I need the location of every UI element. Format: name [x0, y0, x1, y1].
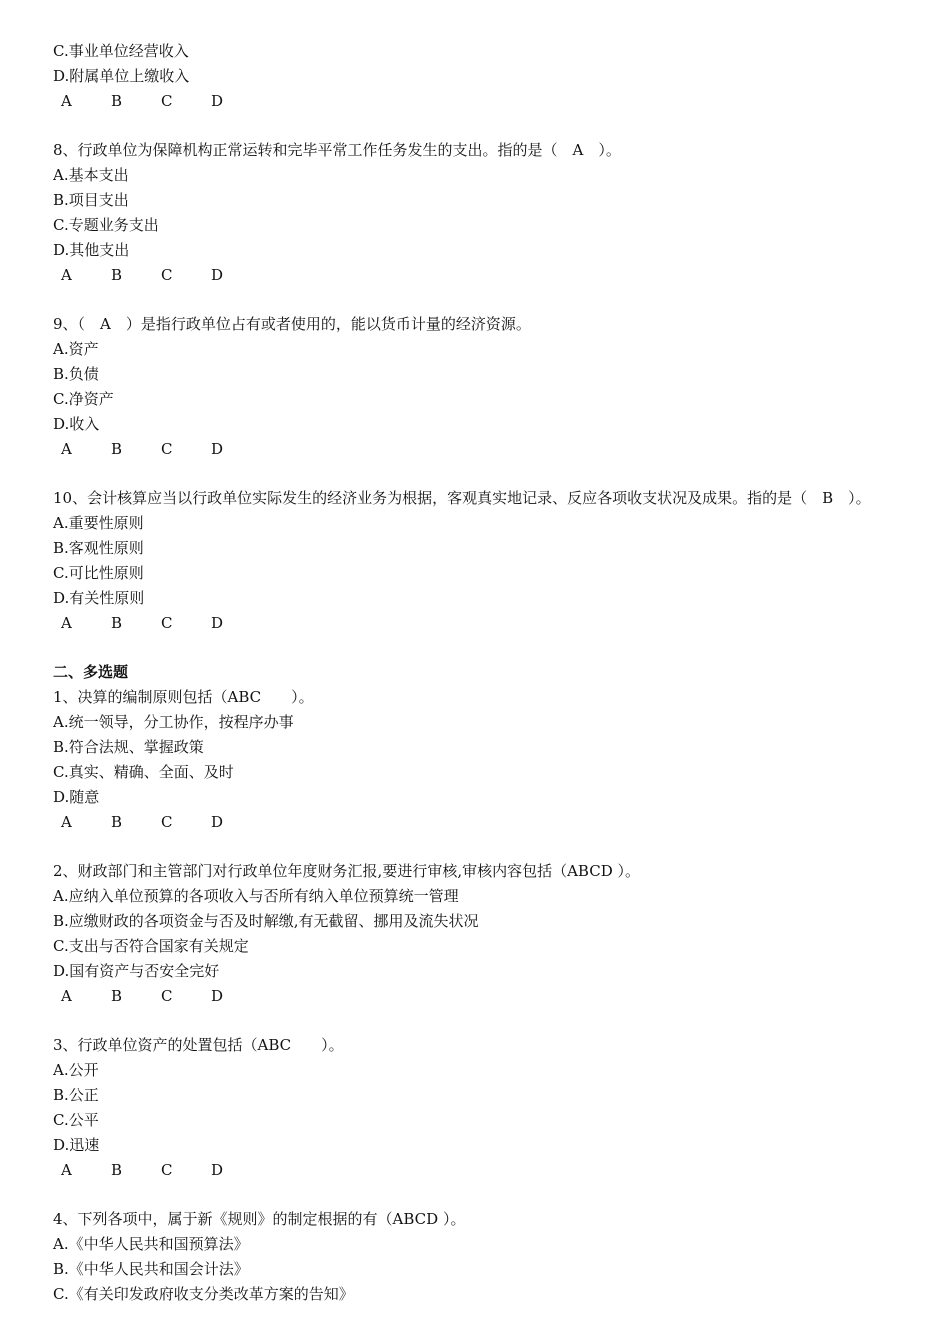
answer-letter: B — [111, 266, 123, 284]
option-line: A.应纳入单位预算的各项收入与否所有纳入单位预算统一管理 — [53, 887, 459, 905]
option-line: A.《中华人民共和国预算法》 — [53, 1235, 249, 1253]
question-text: 2、财政部门和主管部门对行政单位年度财务汇报,要进行审核,审核内容包括（ABCD ）。 — [53, 862, 640, 880]
answer-letters-row — [53, 1158, 893, 1183]
question-text: 8、行政单位为保障机构正常运转和完毕平常工作任务发生的支出。指的是（ A ）。 — [53, 141, 621, 159]
option-line: A.基本支出 — [53, 166, 129, 184]
answer-letters-row — [53, 810, 893, 835]
option-line: A.公开 — [53, 1061, 99, 1079]
exam-document — [53, 39, 893, 1307]
spacer — [53, 636, 893, 660]
option-line: D.收入 — [53, 415, 100, 433]
answer-letter: D — [211, 614, 224, 632]
answer-letter: B — [111, 987, 123, 1005]
option-line: C.事业单位经营收入 — [53, 42, 189, 60]
option-line: D.有关性原则 — [53, 589, 145, 607]
spacer — [53, 1183, 893, 1207]
section-heading: 二、多选题 — [53, 663, 129, 681]
answer-letter: A — [61, 1161, 72, 1179]
option-line: C.支出与否符合国家有关规定 — [53, 937, 249, 955]
option-line: D.迅速 — [53, 1136, 100, 1154]
answer-letter: C — [161, 440, 173, 458]
answer-letter: D — [211, 1161, 224, 1179]
answer-letter: B — [111, 813, 123, 831]
option-line: B.负债 — [53, 365, 99, 383]
answer-letter: C — [161, 614, 173, 632]
answer-letters-row — [53, 437, 893, 462]
spacer — [53, 288, 893, 312]
option-line: D.附属单位上缴收入 — [53, 67, 190, 85]
option-line: B.《中华人民共和国会计法》 — [53, 1260, 249, 1278]
option-line: D.随意 — [53, 788, 100, 806]
answer-letter: C — [161, 813, 173, 831]
answer-letter: A — [61, 92, 72, 110]
option-line: A.重要性原则 — [53, 514, 144, 532]
spacer — [53, 114, 893, 138]
answer-letter: D — [211, 440, 224, 458]
answer-letter: D — [211, 266, 224, 284]
option-line: C.可比性原则 — [53, 564, 144, 582]
option-line: D.国有资产与否安全完好 — [53, 962, 220, 980]
option-line: C.专题业务支出 — [53, 216, 159, 234]
answer-letters-row — [53, 611, 893, 636]
answer-letter: C — [161, 92, 173, 110]
answer-letters-row — [53, 984, 893, 1009]
question-text: 10、会计核算应当以行政单位实际发生的经济业务为根据，客观真实地记录、反应各项收支状况及成果。指的是（ B ）。 — [53, 489, 871, 507]
option-line: B.客观性原则 — [53, 539, 144, 557]
option-line: B.符合法规、掌握政策 — [53, 738, 204, 756]
answer-letter: C — [161, 987, 173, 1005]
question-text: 1、决算的编制原则包括（ABC ）。 — [53, 688, 314, 706]
answer-letter: B — [111, 1161, 123, 1179]
spacer — [53, 1009, 893, 1033]
spacer — [53, 462, 893, 486]
answer-letter: D — [211, 813, 224, 831]
answer-letters-row — [53, 89, 893, 114]
answer-letter: B — [111, 92, 123, 110]
answer-letters-row — [53, 263, 893, 288]
option-line: B.应缴财政的各项资金与否及时解缴,有无截留、挪用及流失状况 — [53, 912, 479, 930]
question-text: 9、（ A ）是指行政单位占有或者使用的，能以货币计量的经济资源。 — [53, 315, 531, 333]
answer-letter: C — [161, 1161, 173, 1179]
option-line: C.公平 — [53, 1111, 99, 1129]
answer-letter: D — [211, 92, 224, 110]
question-text: 4、下列各项中，属于新《规则》的制定根据的有（ABCD ）。 — [53, 1210, 466, 1228]
spacer — [53, 835, 893, 859]
answer-letter: A — [61, 266, 72, 284]
answer-letter: A — [61, 813, 72, 831]
question-text: 3、行政单位资产的处置包括（ABC ）。 — [53, 1036, 344, 1054]
option-line: B.公正 — [53, 1086, 99, 1104]
option-line: D.其他支出 — [53, 241, 130, 259]
answer-letter: C — [161, 266, 173, 284]
option-line: A.资产 — [53, 340, 99, 358]
option-line: B.项目支出 — [53, 191, 129, 209]
answer-letter: A — [61, 614, 72, 632]
option-line: C.净资产 — [53, 390, 114, 408]
answer-letter: B — [111, 440, 123, 458]
answer-letter: B — [111, 614, 123, 632]
answer-letter: A — [61, 440, 72, 458]
answer-letter: D — [211, 987, 224, 1005]
option-line: A.统一领导，分工协作，按程序办事 — [53, 713, 294, 731]
option-line: C.《有关印发政府收支分类改革方案的告知》 — [53, 1285, 354, 1303]
option-line: C.真实、精确、全面、及时 — [53, 763, 234, 781]
answer-letter: A — [61, 987, 72, 1005]
